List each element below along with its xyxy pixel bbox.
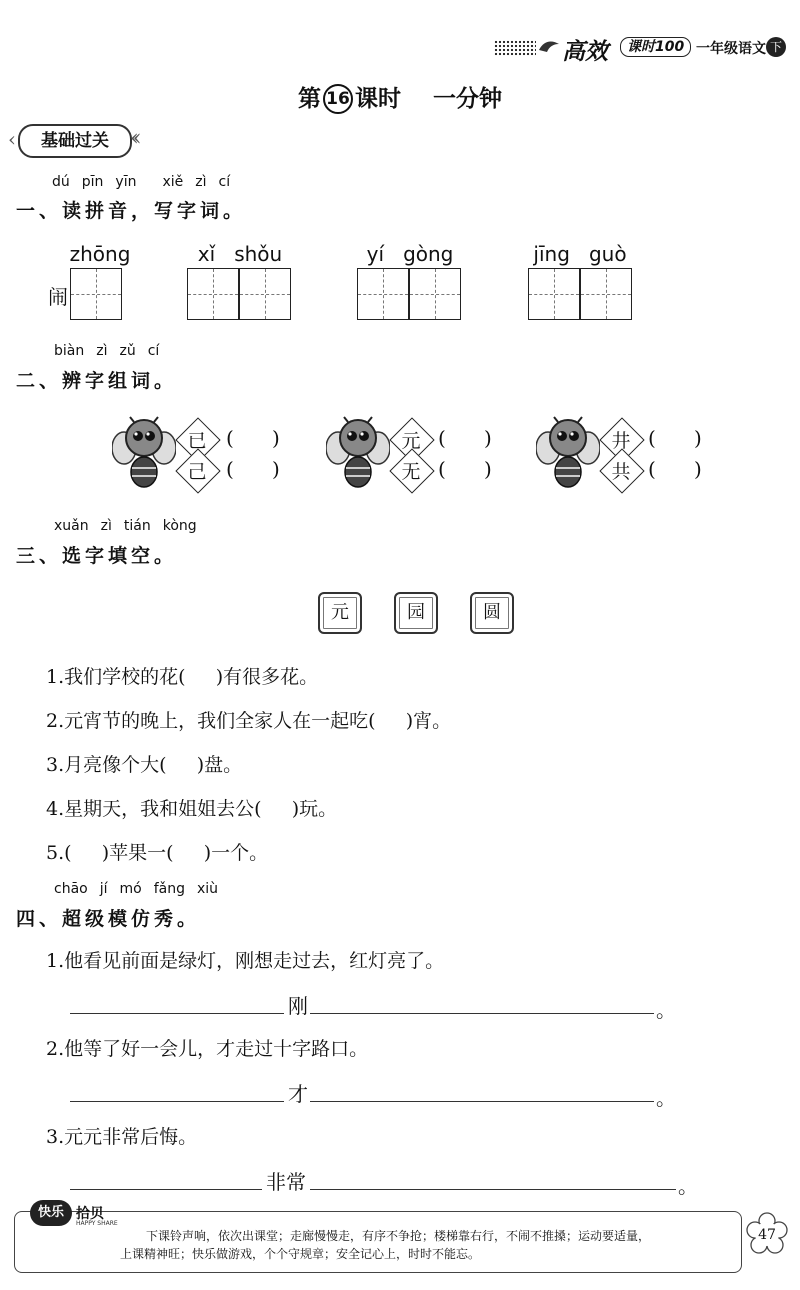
- pinyin-syllable: tián: [123, 518, 151, 534]
- char-option: 已: [187, 430, 207, 452]
- pinyin-syllable: zì: [96, 343, 108, 359]
- grid-pinyin: yí gòng: [366, 242, 454, 266]
- footer-badge: 快乐: [30, 1200, 72, 1226]
- lesson-prefix: 第: [297, 86, 321, 112]
- lesson-suffix: 课时: [354, 86, 401, 112]
- footer-text-line: 下课铃声响，依次出课堂；走廊慢慢走，有序不争抢；楼梯靠右行，不闹不推搡；运动要适量，: [146, 1229, 651, 1243]
- period-mark: 。: [656, 998, 676, 1022]
- keyword: 才: [288, 1082, 308, 1106]
- page-number: 47: [758, 1227, 776, 1243]
- writing-grid-cell[interactable]: [357, 268, 409, 320]
- footer-text-line: 上课精神旺；快乐做游戏，个个守规章；安全记心上，时时不能忘。: [120, 1247, 481, 1261]
- pinyin-syllable: dú: [52, 174, 70, 190]
- lesson-number: 16: [323, 84, 353, 114]
- answer-line[interactable]: [70, 1189, 262, 1190]
- keyword: 非常: [266, 1170, 306, 1194]
- answer-line[interactable]: [70, 1013, 284, 1014]
- double-chevron-icon: ‹‹: [130, 126, 136, 151]
- answer-blank[interactable]: ( ): [648, 457, 702, 481]
- section-badge: 基础过关: [18, 124, 132, 158]
- answer-line[interactable]: [70, 1101, 284, 1102]
- char-option: 己: [187, 461, 207, 483]
- writing-grid-cell[interactable]: [580, 268, 632, 320]
- answer-line[interactable]: [310, 1101, 654, 1102]
- period-mark: 。: [678, 1174, 698, 1198]
- footer-label: 拾贝: [76, 1206, 104, 1222]
- pinyin-syllable: zì: [195, 174, 207, 190]
- char-option: 无: [401, 461, 421, 483]
- writing-grid-cell[interactable]: [528, 268, 580, 320]
- grid-pinyin: xǐ shǒu: [197, 242, 283, 266]
- pinyin-syllable: yīn: [115, 174, 137, 190]
- fill-sentence: 2.元宵节的晚上，我们全家人在一起吃( )宵。: [46, 710, 452, 732]
- q4-title: 四、超级模仿秀。: [16, 908, 201, 930]
- word-option: 圆: [470, 592, 514, 634]
- pinyin-syllable: zì: [100, 518, 112, 534]
- word-option: 元: [318, 592, 362, 634]
- pinyin-syllable: kòng: [162, 518, 197, 534]
- answer-blank[interactable]: ( ): [226, 457, 280, 481]
- pinyin-syllable: xuǎn: [54, 518, 89, 534]
- q2-pinyin: [54, 343, 171, 359]
- left-chevron-icon: ‹: [8, 127, 16, 151]
- model-sentence: 1.他看见前面是绿灯，刚想走过去，红灯亮了。: [46, 950, 445, 972]
- model-sentence: 2.他等了好一会儿，才走过十字路口。: [46, 1038, 369, 1060]
- q4-pinyin: [54, 881, 230, 897]
- answer-blank[interactable]: ( ): [226, 426, 280, 450]
- writing-grid-cell[interactable]: [239, 268, 291, 320]
- brand-dots-decoration: [494, 40, 536, 56]
- fill-sentence: 4.星期天，我和姐姐去公( )玩。: [46, 798, 338, 820]
- model-sentence: 3.元元非常后悔。: [46, 1126, 198, 1148]
- fill-sentence: 3.月亮像个大( )盘。: [46, 754, 243, 776]
- pinyin-syllable: pīn: [81, 174, 104, 190]
- answer-blank[interactable]: ( ): [438, 426, 492, 450]
- grid-pinyin: jīng guò: [533, 242, 627, 266]
- writing-grid-cell[interactable]: [187, 268, 239, 320]
- writing-grid-cell[interactable]: [409, 268, 461, 320]
- answer-blank[interactable]: ( ): [438, 457, 492, 481]
- q3-title: 三、选字填空。: [16, 545, 178, 567]
- char-option: 井: [611, 430, 631, 452]
- grid-pinyin: zhōng: [69, 242, 131, 266]
- q2-title: 二、辨字组词。: [16, 370, 178, 392]
- char-option: 元: [401, 430, 421, 452]
- brand-series: 课时100: [620, 37, 691, 57]
- fill-sentence: 1.我们学校的花( )有很多花。: [46, 666, 319, 688]
- term-badge: 下: [766, 37, 786, 57]
- pinyin-syllable: biàn: [54, 343, 85, 359]
- pinyin-syllable: chāo: [54, 881, 88, 897]
- grade-label: 一年级语文: [696, 41, 766, 57]
- word-option: 园: [394, 592, 438, 634]
- keyword: 刚: [288, 994, 308, 1018]
- char-option: 共: [611, 461, 631, 483]
- grid-prefix-char: 闹: [48, 285, 68, 309]
- fill-sentence: 5.( )苹果一( )一个。: [46, 842, 269, 864]
- q1-pinyin: [52, 174, 242, 190]
- answer-line[interactable]: [310, 1189, 676, 1190]
- lesson-title: [0, 80, 800, 114]
- bee-icon: [326, 416, 390, 492]
- pinyin-syllable: fǎng: [153, 881, 185, 897]
- lesson-name: 一分钟: [433, 86, 503, 112]
- q1-title: 一、读拼音，写字词。: [16, 200, 247, 222]
- brand-name: 高效: [562, 39, 608, 65]
- pinyin-syllable: zǔ: [119, 343, 136, 359]
- pinyin-syllable: mó: [119, 881, 142, 897]
- answer-line[interactable]: [310, 1013, 654, 1014]
- writing-grid-cell[interactable]: [70, 268, 122, 320]
- answer-blank[interactable]: ( ): [648, 426, 702, 450]
- pinyin-syllable: xiù: [196, 881, 219, 897]
- bee-icon: [536, 416, 600, 492]
- q3-pinyin: [54, 518, 209, 534]
- pinyin-syllable: jí: [99, 881, 108, 897]
- bee-icon: [112, 416, 176, 492]
- brand-bird-icon: [538, 38, 560, 58]
- pinyin-syllable: cí: [147, 343, 160, 359]
- period-mark: 。: [656, 1086, 676, 1110]
- footer-sublabel: HAPPY SHARE: [76, 1220, 118, 1227]
- pinyin-syllable: xiě: [162, 174, 184, 190]
- pinyin-syllable: cí: [218, 174, 231, 190]
